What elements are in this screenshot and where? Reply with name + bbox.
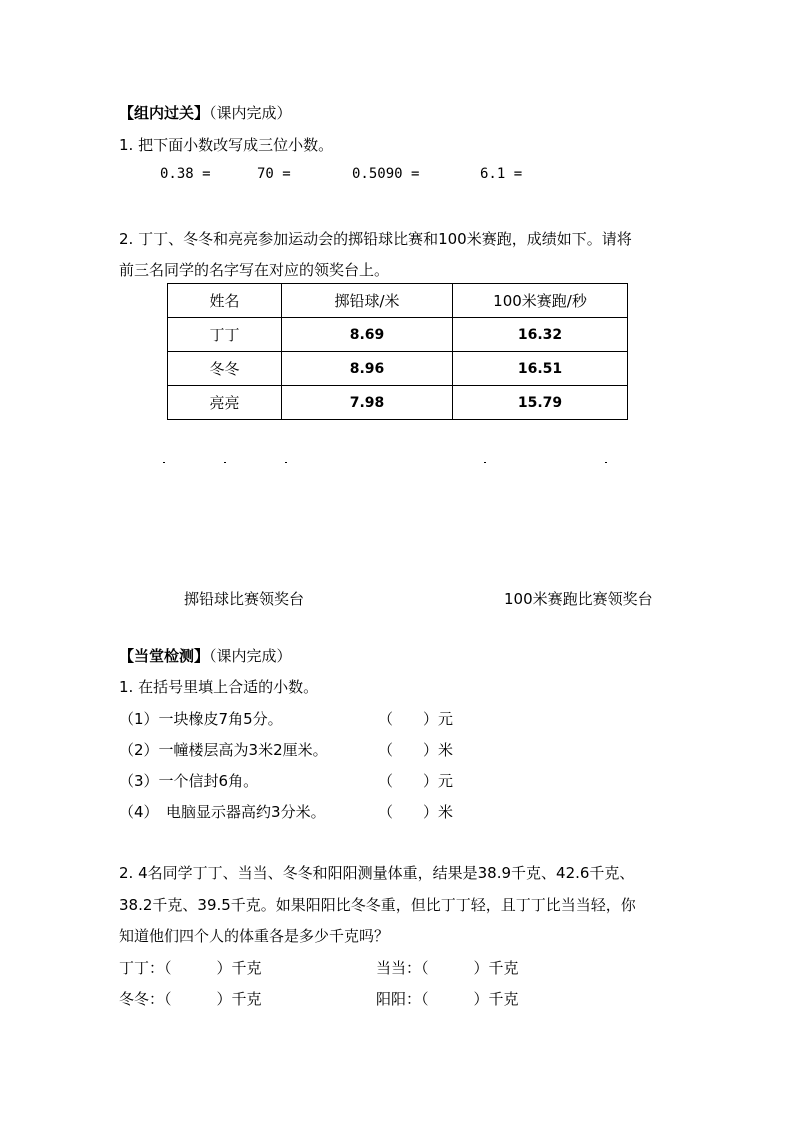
- s2-q1-item-1-unit: 元: [438, 710, 454, 728]
- table-cell-sprint: 16.51: [453, 352, 628, 386]
- table-header-sprint: 100米赛跑/秒: [453, 284, 628, 318]
- answer-blank[interactable]: （ ）: [164, 959, 232, 977]
- s2-q1-item-2-unit: 米: [438, 741, 454, 759]
- s1-q2-line2: 前三名同学的名字写在对应的领奖台上。: [119, 261, 390, 279]
- answer-dingding: [119, 957, 262, 978]
- table-cell-shotput: 8.69: [282, 318, 453, 352]
- s1-q1-text: 1. 把下面小数改写成三位小数。: [119, 136, 334, 154]
- podium-mark: [484, 462, 486, 463]
- answer-yangyang: [376, 988, 519, 1009]
- section1-note: （课内完成）: [209, 104, 292, 122]
- s1-q1-item-3: 0.5090 =: [352, 166, 420, 182]
- answer-dongdong: [119, 988, 262, 1009]
- s2-q1-item-2-question: （2）一幢楼层高为3米2厘米。: [119, 741, 328, 759]
- answer-dangdang: [376, 957, 519, 978]
- s1-q1-item-2: 70 =: [257, 166, 291, 182]
- section2-heading: [119, 645, 292, 666]
- s2-q1-item-4-question: （4） 电脑显示器高约3分米。: [119, 803, 326, 821]
- table-row: [168, 386, 628, 420]
- table-cell-shotput: 8.96: [282, 352, 453, 386]
- s2-q2-line2: 38.2千克、39.5千克。如果阳阳比冬冬重，但比丁丁轻，且丁丁比当当轻，你: [119, 896, 636, 914]
- answer-blank[interactable]: （ ）: [421, 990, 489, 1008]
- podium-mark: [605, 462, 607, 463]
- s2-q2-line1: 2. 4名同学丁丁、当当、冬冬和阳阳测量体重，结果是38.9千克、42.6千克、: [119, 864, 635, 882]
- podium-left-label: 掷铅球比赛领奖台: [184, 590, 305, 608]
- table-cell-shotput: 7.98: [282, 386, 453, 420]
- table-row: [168, 318, 628, 352]
- s2-q1-item-4-unit: 米: [438, 803, 454, 821]
- s2-q1-item-3-blank[interactable]: （ ）: [378, 772, 439, 790]
- table-cell-name: 冬冬: [168, 352, 282, 386]
- table-cell-name: 亮亮: [168, 386, 282, 420]
- answer-unit: 千克: [488, 990, 519, 1008]
- s2-q1-item-2-blank[interactable]: （ ）: [378, 741, 439, 759]
- section2-note: （课内完成）: [209, 647, 292, 665]
- section2-title: 【当堂检测】: [119, 647, 210, 665]
- table-row: [168, 352, 628, 386]
- answer-unit: 千克: [231, 990, 262, 1008]
- answer-blank[interactable]: （ ）: [164, 990, 232, 1008]
- s1-q2-line1: 2. 丁丁、冬冬和亮亮参加运动会的掷铅球比赛和100米赛跑，成绩如下。请将: [119, 230, 632, 248]
- table-header-row: [168, 284, 628, 318]
- podium-mark: [163, 462, 165, 463]
- table-header-name: 姓名: [168, 284, 282, 318]
- section1-title: 【组内过关】: [119, 104, 210, 122]
- podium-right-label: 100米赛跑比赛领奖台: [504, 590, 653, 608]
- s2-q1-item-3-question: （3）一个信封6角。: [119, 772, 259, 790]
- scores-table: [167, 283, 628, 420]
- s1-q1-item-4: 6.1 =: [480, 166, 523, 182]
- s2-q1-item-4-blank[interactable]: （ ）: [378, 803, 439, 821]
- s1-q1-item-1: 0.38 =: [160, 166, 211, 182]
- answer-name: 当当：: [376, 959, 422, 977]
- answer-blank[interactable]: （ ）: [421, 959, 489, 977]
- podium-mark: [285, 462, 287, 463]
- podium-mark: [224, 462, 226, 463]
- section1-heading: [119, 102, 292, 123]
- table-cell-sprint: 16.32: [453, 318, 628, 352]
- table-cell-sprint: 15.79: [453, 386, 628, 420]
- s2-q1-item-1-question: （1）一块橡皮7角5分。: [119, 710, 283, 728]
- s2-q2-line3: 知道他们四个人的体重各是多少千克吗？: [119, 927, 390, 945]
- answer-unit: 千克: [231, 959, 262, 977]
- s2-q1-text: 1. 在括号里填上合适的小数。: [119, 678, 319, 696]
- answer-name: 丁丁：: [119, 959, 165, 977]
- s2-q1-item-1-blank[interactable]: （ ）: [378, 710, 439, 728]
- s2-q1-item-3-unit: 元: [438, 772, 454, 790]
- table-header-shotput: 掷铅球/米: [282, 284, 453, 318]
- answer-name: 阳阳：: [376, 990, 422, 1008]
- table-cell-name: 丁丁: [168, 318, 282, 352]
- answer-unit: 千克: [488, 959, 519, 977]
- answer-name: 冬冬：: [119, 990, 165, 1008]
